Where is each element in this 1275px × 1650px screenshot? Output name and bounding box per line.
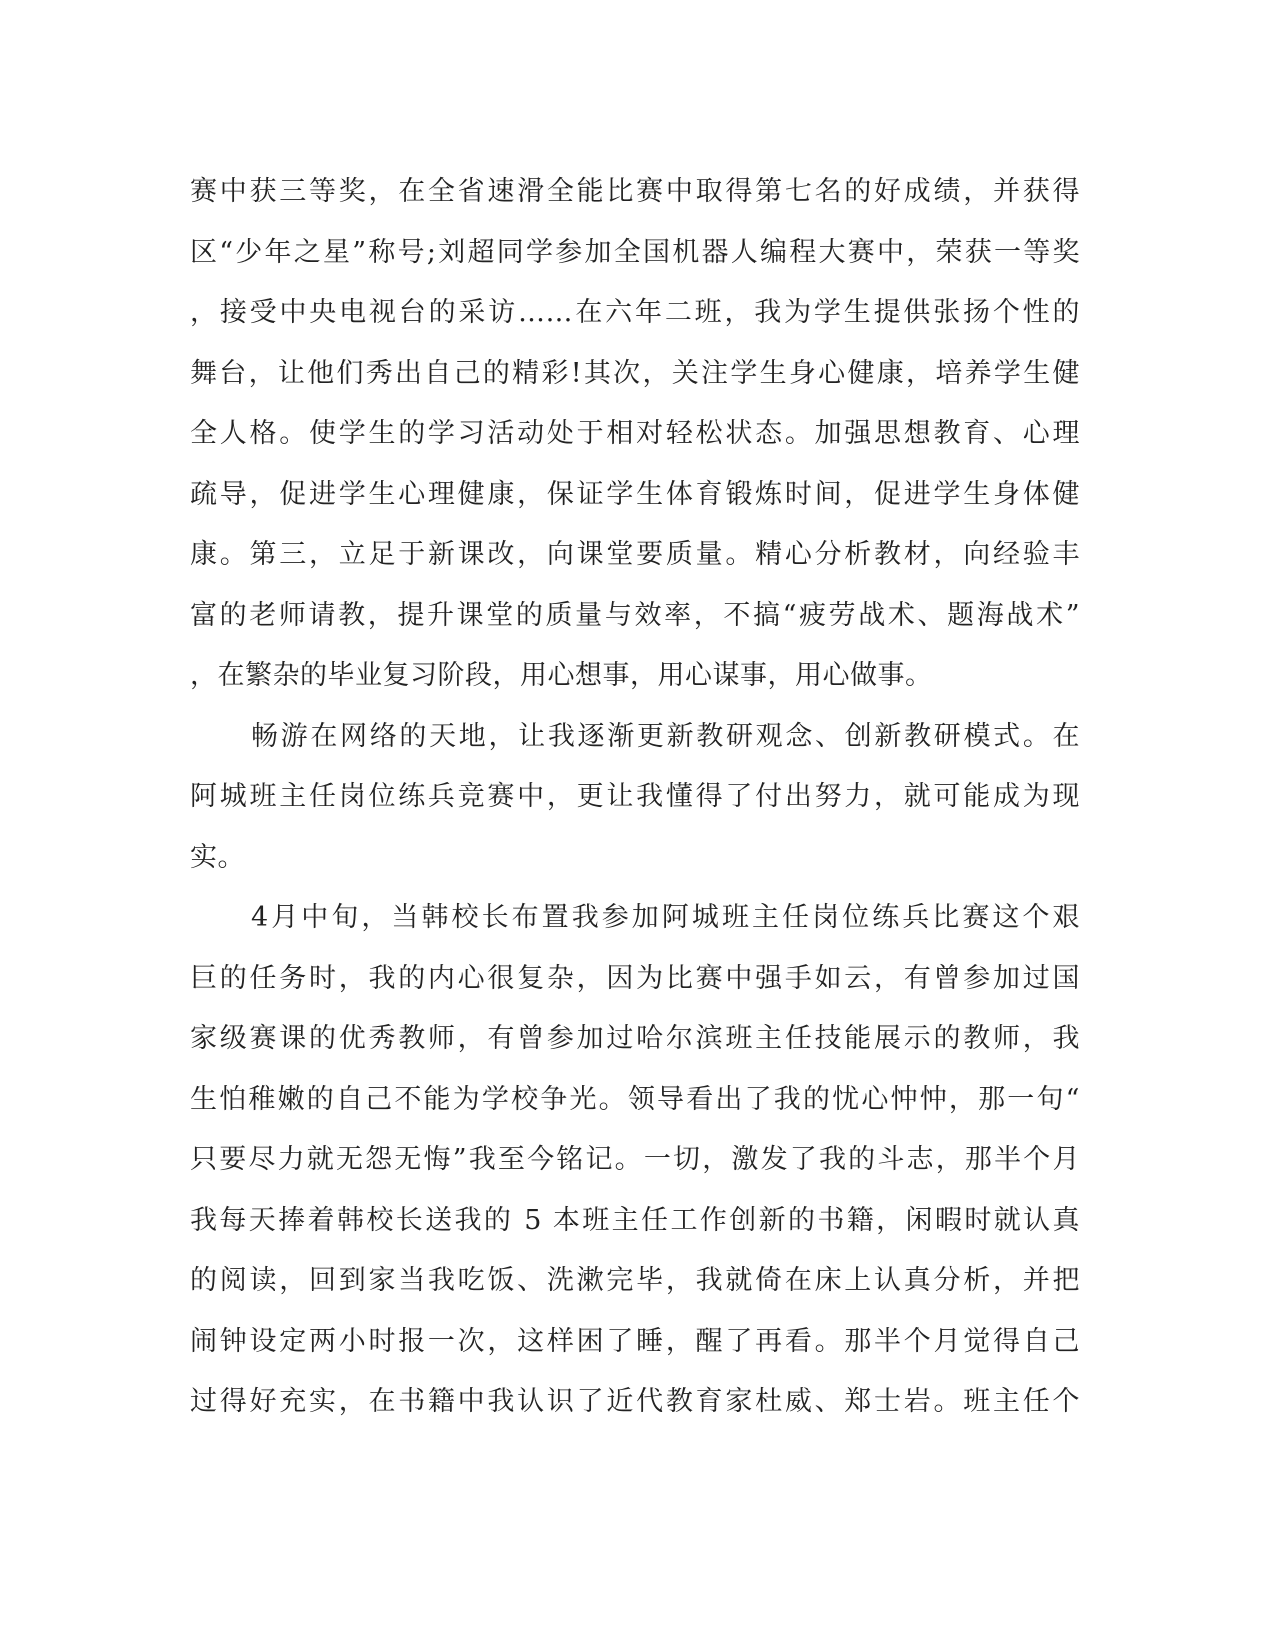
text-line: 生怕稚嫩的自己不能为学校争光。领导看出了我的忧心忡忡，那一句“ [190, 1083, 1080, 1115]
text-line: 的阅读，回到家当我吃饭、洗漱完毕，我就倚在床上认真分析，并把 [190, 1265, 1080, 1296]
text-line: 家级赛课的优秀教师，有曾参加过哈尔滨班主任技能展示的教师，我 [190, 1023, 1080, 1054]
text-line: 疏导，促进学生心理健康，保证学生体育锻炼时间，促进学生身体健 [190, 478, 1080, 510]
text-line: 富的老师请教，提升课堂的质量与效率，不搞“疲劳战术、题海战术” [190, 599, 1080, 631]
text-line: ，接受中央电视台的采访……在六年二班，我为学生提供张扬个性的 [190, 297, 1080, 328]
text-line: 我每天捧着韩校长送我的 5 本班主任工作创新的书籍，闲暇时就认真 [190, 1204, 1080, 1236]
text-line: 巨的任务时，我的内心很复杂，因为比赛中强手如云，有曾参加过国 [190, 962, 1080, 994]
text-line: 赛中获三等奖，在全省速滑全能比赛中取得第七名的好成绩，并获得 [190, 176, 1080, 207]
text-line: 闹钟设定两小时报一次，这样困了睡，醒了再看。那半个月觉得自己 [190, 1325, 1080, 1357]
text-line: 阿城班主任岗位练兵竞赛中，更让我懂得了付出努力，就可能成为现 [190, 781, 1080, 812]
text-line: 实。 [190, 841, 245, 873]
document-body [190, 162, 1080, 1433]
text-line: 康。第三，立足于新课改，向课堂要质量。精心分析教材，向经验丰 [190, 539, 1080, 570]
text-line: 只要尽力就无怨无悔”我至今铭记。一切，激发了我的斗志，那半个月 [190, 1144, 1080, 1175]
text-line: ，在繁杂的毕业复习阶段，用心想事，用心谋事，用心做事。 [190, 660, 933, 691]
text-line: 舞台，让他们秀出自己的精彩!其次，关注学生身心健康，培养学生健 [190, 357, 1080, 389]
text-line: 全人格。使学生的学习活动处于相对轻松状态。加强思想教育、心理 [190, 418, 1080, 449]
paragraph-first-line: 4月中旬，当韩校长布置我参加阿城班主任岗位练兵比赛这个艰 [251, 902, 1080, 933]
paragraph-first-line: 畅游在网络的天地，让我逐渐更新教研观念、创新教研模式。在 [251, 720, 1080, 752]
text-line: 区“少年之星”称号;刘超同学参加全国机器人编程大赛中，荣获一等奖 [190, 236, 1080, 268]
text-line: 过得好充实，在书籍中我认识了近代教育家杜威、郑士岩。班主任个 [190, 1386, 1080, 1417]
